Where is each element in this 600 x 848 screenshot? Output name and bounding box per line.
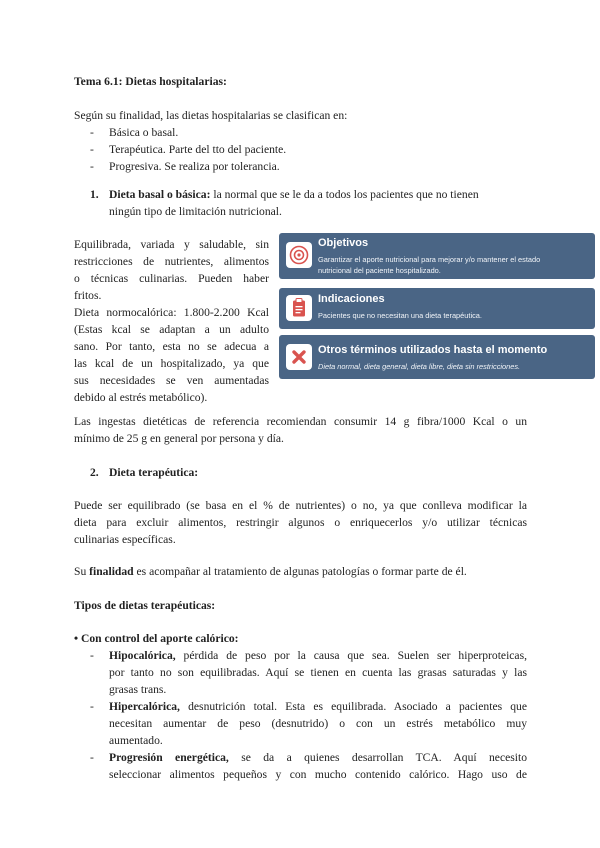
text-line: Puede ser equilibrado (se basa en el % de nutrientes) o no, ya que conlleva modificar la [74, 499, 527, 512]
list-bullet: - [90, 751, 94, 764]
card-body-line: Pacientes que no necesitan una dieta terapéutica. [318, 311, 482, 320]
card-title: Objetivos [318, 237, 369, 249]
card-title: Otros términos utilizados hasta el momento [318, 344, 548, 356]
section-number: 1. [90, 188, 99, 201]
card-body-line: Garantizar el aporte nutricional para mejorar y/o mantener el estado [318, 255, 541, 264]
section2-title: Dieta terapéutica: [109, 466, 199, 479]
list-item: Progresiva. Se realiza por tolerancia. [109, 160, 280, 173]
item-text: desnutrición total. Esta es equilibrada. Asociado a pacientes que [179, 700, 527, 713]
card-body-line: nutricional del paciente hospitalizado. [318, 266, 441, 275]
section-number: 2. [90, 466, 99, 479]
indications-card [279, 288, 595, 329]
control-heading: • Con control del aporte calórico: [74, 632, 239, 645]
page-heading: Tema 6.1: Dietas hospitalarias: [74, 75, 227, 88]
list-item [109, 698, 527, 749]
text-line: restricciones de nutrientes, alimentos [74, 255, 269, 268]
clipboard-icon [286, 295, 312, 321]
list-item [109, 647, 527, 698]
item-term: Hipercalórica, [109, 700, 180, 713]
text-line: Dieta normocalórica: 1.800-2.200 Kcal [74, 306, 269, 319]
section1-paragraph [109, 186, 527, 220]
list-bullet: - [90, 700, 94, 713]
text-line: mínimo de 25 g en general por persona y día. [74, 432, 284, 445]
section1-text-cont: ningún tipo de limitación nutricional. [109, 205, 282, 218]
list-bullet: - [90, 143, 94, 156]
text-line: debido al estrés metabólico). [74, 391, 208, 404]
list-bullet: - [90, 160, 94, 173]
text-line: Equilibrada, variada y saludable, sin [74, 238, 269, 251]
item-text: necesitan aumentar de peso (desnutrido) o con un estrés metabólico muy [109, 717, 527, 730]
card-body [318, 254, 540, 276]
item-text: aumentado. [109, 734, 163, 747]
text-line: fritos. [74, 289, 102, 302]
intro-text: Según su finalidad, las dietas hospitalarias se clasifican en: [74, 109, 348, 122]
section1-title: Dieta basal o básica: [109, 188, 211, 201]
list-item [109, 749, 527, 783]
list-item: Terapéutica. Parte del tto del paciente. [109, 143, 287, 156]
card-body-line: Dieta normal, dieta general, dieta libre, dieta sin restricciones. [318, 362, 521, 371]
item-text: seleccionar alimentos pequeños y con mucho contenido calórico. Hago uso de [109, 768, 527, 781]
text-line: sus necesidades se ven aumentadas [74, 374, 269, 387]
text-line: Las ingestas dietéticas de referencia recomiendan consumir 14 g fibra/1000 Kcal o un [74, 415, 527, 428]
item-text: grasas trans. [109, 683, 167, 696]
purpose-sentence [74, 563, 534, 580]
card-body [318, 310, 482, 321]
list-item: Básica o basal. [109, 126, 179, 139]
target-icon [286, 242, 312, 268]
text-line: o técnicas culinarias. Pueden haber [74, 272, 269, 285]
item-term: Hipocalórica, [109, 649, 176, 662]
cross-icon [286, 344, 312, 370]
card-title: Indicaciones [318, 293, 385, 305]
text-line: dieta para excluir alimentos, restringir algunos o enriquecerlos y/o utilizar técnicas [74, 516, 527, 529]
fiber-paragraph [74, 413, 527, 447]
text-line: culinarias específicas. [74, 533, 176, 546]
text-fragment: es acompañar al tratamiento de algunas patologías o formar parte de él. [133, 565, 467, 578]
objectives-card [279, 233, 595, 279]
item-text: se da a quienes desarrollan TCA. Aquí necesito [228, 751, 527, 764]
card-body [318, 361, 520, 372]
other-terms-card [279, 335, 595, 379]
basal-description [74, 236, 269, 406]
text-line: las kcal de un hospitalizado, ya que [74, 357, 269, 370]
therapeutic-paragraph [74, 497, 527, 548]
item-term: Progresión energética, [109, 751, 229, 764]
list-bullet: - [90, 649, 94, 662]
section1-text: la normal que se le da a todos los pacientes que no tienen [210, 188, 479, 201]
types-heading: Tipos de dietas terapéuticas: [74, 599, 216, 612]
item-text: por tanto no son equilibradas. Aquí se tienen en cuenta las grasas saturadas y las [109, 666, 527, 679]
list-bullet: - [90, 126, 94, 139]
bold-term: finalidad [89, 565, 134, 578]
text-line: (Estas kcal se adaptan a un adulto [74, 323, 269, 336]
text-fragment: Su [74, 565, 90, 578]
item-text: pérdida de peso por la causa que sea. Suelen ser hiperproteicas, [175, 649, 527, 662]
text-line: sano. Por tanto, esta no se adecua a [74, 340, 269, 353]
